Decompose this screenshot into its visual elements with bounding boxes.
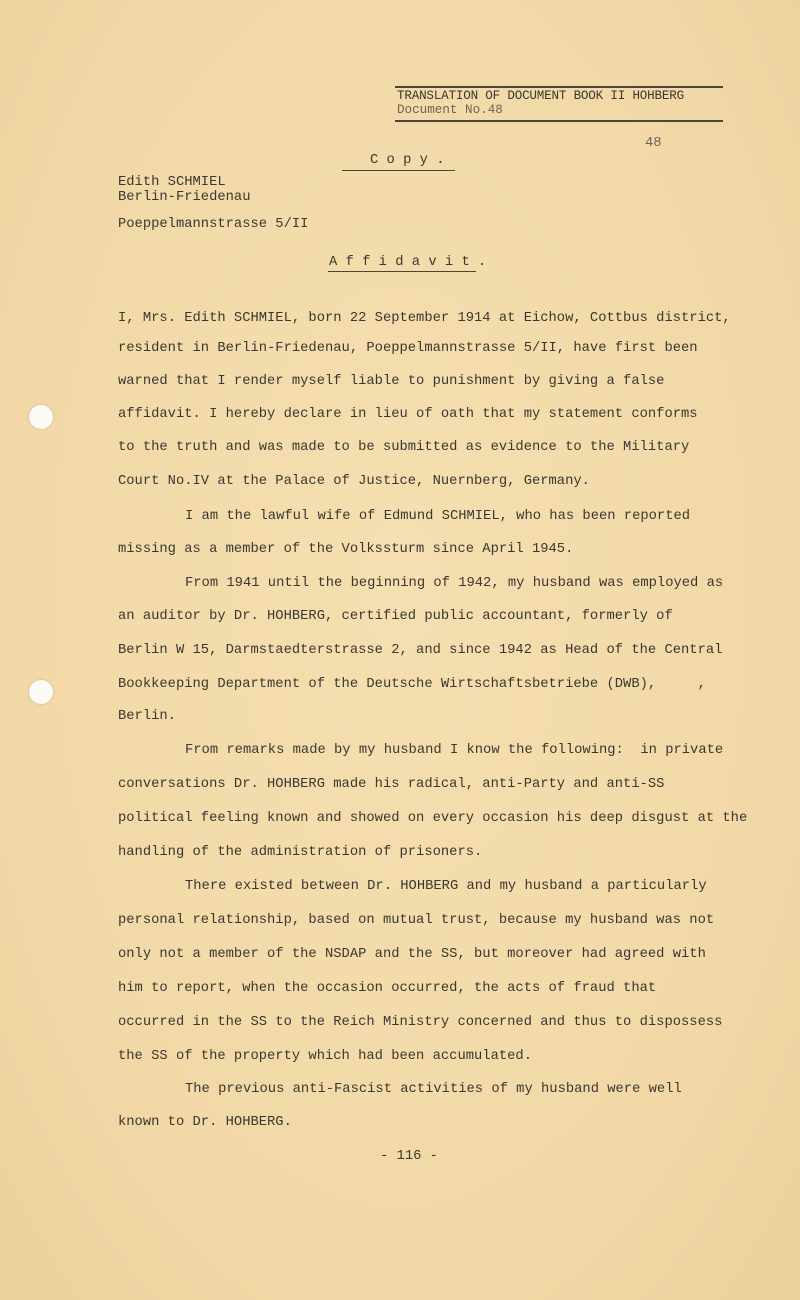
copy-underline bbox=[342, 170, 455, 171]
translation-title: TRANSLATION OF DOCUMENT BOOK II HOHBERG bbox=[397, 89, 684, 103]
body-line: handling of the administration of prisoners. bbox=[118, 845, 483, 860]
body-line: I am the lawful wife of Edmund SCHMIEL, who has been reported bbox=[185, 509, 691, 524]
body-line: From remarks made by my husband I know the following: in private bbox=[185, 743, 724, 758]
address-line: Poeppelmannstrasse 5/II bbox=[118, 217, 309, 232]
body-line: From 1941 until the beginning of 1942, my husband was employed as bbox=[185, 576, 724, 591]
page-number: - 116 - bbox=[380, 1149, 438, 1164]
body-line: missing as a member of the Volkssturm since April 1945. bbox=[118, 542, 574, 557]
body-line: personal relationship, based on mutual trust, because my husband was not bbox=[118, 913, 715, 928]
copy-label: C o p y . bbox=[370, 153, 445, 168]
body-line: political feeling known and showed on every occasion his deep disgust at the bbox=[118, 811, 748, 826]
body-line: occurred in the SS to the Reich Ministry concerned and thus to dispossess bbox=[118, 1015, 723, 1030]
body-line: the SS of the property which had been accumulated. bbox=[118, 1049, 532, 1064]
body-line: There existed between Dr. HOHBERG and my husband a particularly bbox=[185, 879, 707, 894]
body-line: to the truth and was made to be submitted as evidence to the Military bbox=[118, 440, 690, 455]
body-line: Court No.IV at the Palace of Justice, Nuernberg, Germany. bbox=[118, 474, 590, 489]
header-rule-bottom bbox=[395, 120, 723, 122]
document-number: Document No.48 bbox=[397, 103, 503, 117]
body-line: Berlin W 15, Darmstaedterstrasse 2, and since 1942 as Head of the Central bbox=[118, 643, 723, 658]
body-line: an auditor by Dr. HOHBERG, certified public accountant, formerly of bbox=[118, 609, 673, 624]
body-line: I, Mrs. Edith SCHMIEL, born 22 September 1914 at Eichow, Cottbus district, bbox=[118, 311, 731, 326]
body-line: warned that I render myself liable to punishment by giving a false bbox=[118, 374, 665, 389]
address-line: Berlin-Friedenau bbox=[118, 190, 251, 205]
body-line: Berlin. bbox=[118, 709, 176, 724]
body-line: only not a member of the NSDAP and the SS, but moreover had agreed with bbox=[118, 947, 706, 962]
punch-hole bbox=[29, 680, 53, 704]
body-line: The previous anti-Fascist activities of my husband were well bbox=[185, 1082, 682, 1097]
body-line: Bookkeeping Department of the Deutsche Wirtschaftsbetriebe (DWB), , bbox=[118, 677, 706, 692]
address-line: Edith SCHMIEL bbox=[118, 175, 226, 190]
body-line: him to report, when the occasion occurred, the acts of fraud that bbox=[118, 981, 657, 996]
body-line: known to Dr. HOHBERG. bbox=[118, 1115, 292, 1130]
punch-hole bbox=[29, 405, 53, 429]
stamp-number: 48 bbox=[645, 136, 662, 151]
affidavit-heading: A f f i d a v i t . bbox=[329, 255, 487, 270]
body-line: affidavit. I hereby declare in lieu of oath that my statement conforms bbox=[118, 407, 698, 422]
body-line: conversations Dr. HOHBERG made his radical, anti-Party and anti-SS bbox=[118, 777, 665, 792]
heading-underline bbox=[328, 271, 476, 272]
body-line: resident in Berlin-Friedenau, Poeppelmannstrasse 5/II, have first been bbox=[118, 341, 698, 356]
